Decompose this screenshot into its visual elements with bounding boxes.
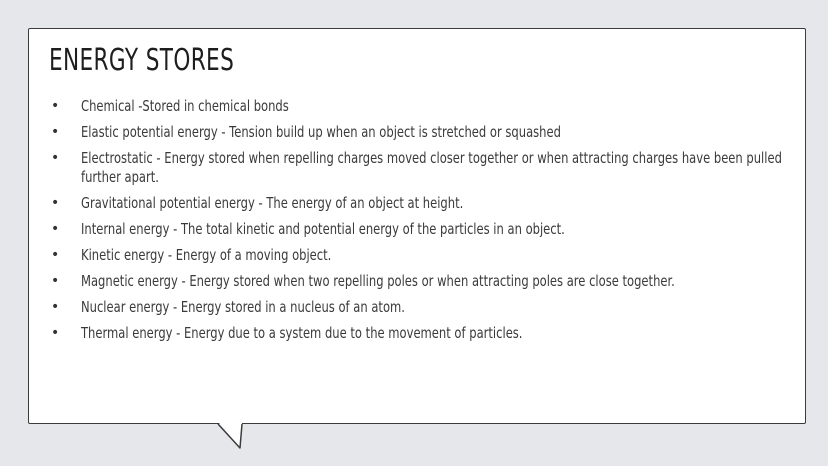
list-item-text: Nuclear energy - Energy stored in a nucleus of an atom. xyxy=(81,298,405,316)
list-item xyxy=(49,194,784,213)
list-item xyxy=(49,220,784,239)
energy-stores-list xyxy=(49,97,784,350)
bullet-icon: • xyxy=(51,221,60,237)
list-item xyxy=(49,149,784,187)
bullet-icon: • xyxy=(51,195,60,211)
list-item-text: Magnetic energy - Energy stored when two repelling poles or when attracting poles are close together. xyxy=(81,272,675,290)
bullet-icon: • xyxy=(51,98,60,114)
list-item xyxy=(49,272,784,291)
list-item xyxy=(49,246,784,265)
speech-bubble-panel xyxy=(28,28,806,424)
bullet-icon: • xyxy=(51,150,60,166)
bullet-icon: • xyxy=(51,247,60,263)
list-item-text: Internal energy - The total kinetic and potential energy of the particles in an object. xyxy=(81,220,565,238)
list-item xyxy=(49,298,784,317)
list-item-text: Electrostatic - Energy stored when repelling charges moved closer together or when attracting charges have been pulled further apart. xyxy=(81,149,782,186)
list-item-text: Gravitational potential energy - The energy of an object at height. xyxy=(81,194,464,212)
list-item xyxy=(49,97,784,116)
bullet-icon: • xyxy=(51,299,60,315)
slide-title: ENERGY STORES xyxy=(49,43,235,78)
bullet-icon: • xyxy=(51,273,60,289)
list-item xyxy=(49,123,784,142)
bullet-icon: • xyxy=(51,124,60,140)
list-item-text: Chemical -Stored in chemical bonds xyxy=(81,97,289,115)
list-item-text: Elastic potential energy - Tension build up when an object is stretched or squashed xyxy=(81,123,561,141)
list-item-text: Kinetic energy - Energy of a moving object. xyxy=(81,246,332,264)
list-item-text: Thermal energy - Energy due to a system due to the movement of particles. xyxy=(81,324,523,342)
bullet-icon: • xyxy=(51,325,60,341)
list-item xyxy=(49,324,784,343)
